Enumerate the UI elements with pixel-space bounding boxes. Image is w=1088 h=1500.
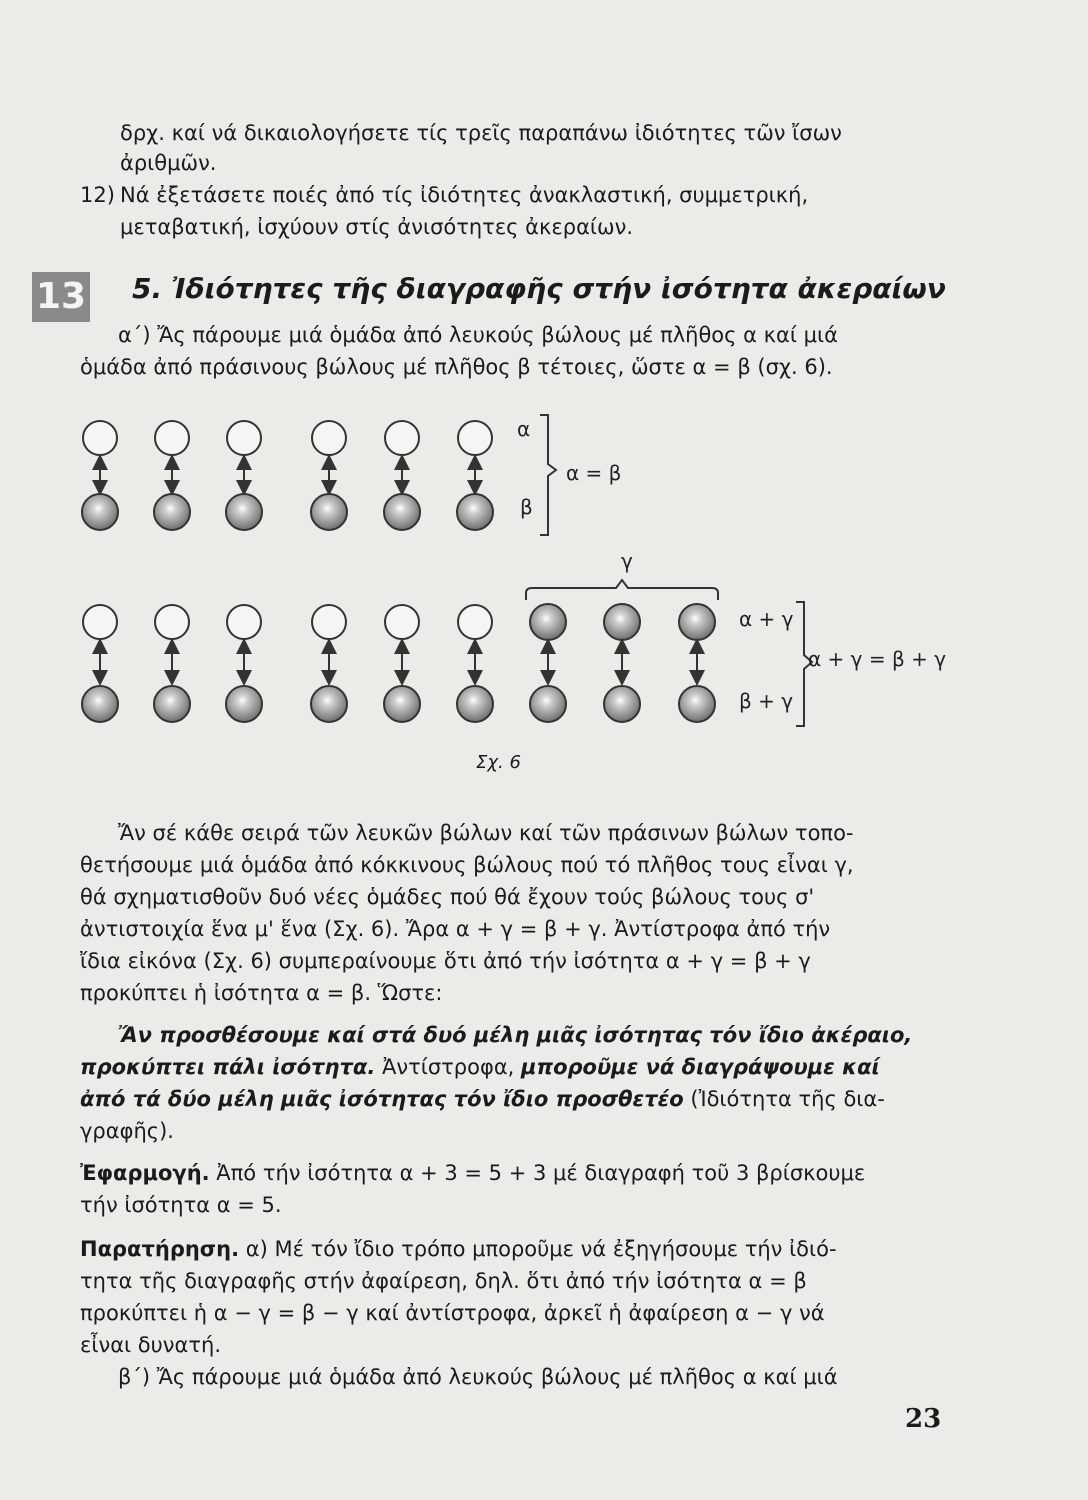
remark-line [80, 1234, 837, 1265]
rule-line: Ἄν προσθέσουμε καί στά δυό μέλη μιᾶς ἰσότητας τόν ἴδιο ἀκέραιο, [118, 1023, 913, 1047]
white-marble [83, 605, 117, 639]
label-b-plus-gamma: β + γ [739, 689, 794, 713]
rule-line: γραφῆς). [80, 1119, 174, 1143]
green-marble [679, 604, 715, 640]
white-marble [227, 421, 261, 455]
label-a: α [517, 417, 531, 441]
body-line: προκύπτει ἡ ἰσότητα α = β. Ὥστε: [80, 981, 443, 1005]
application-line: τήν ἰσότητα α = 5. [80, 1193, 282, 1217]
body-line: ἴδια εἰκόνα (Σχ. 6) συμπεραίνουμε ὅτι ἀπό τήν ἰσότητα α + γ = β + γ [80, 949, 811, 973]
green-marble [384, 686, 420, 722]
green-marble [457, 686, 493, 722]
label-a-equals-b: α = β [566, 461, 622, 485]
white-marble [83, 421, 117, 455]
brace [540, 415, 556, 535]
rule-bold: προκύπτει πάλι ἰσότητα. [80, 1055, 376, 1079]
white-marble [227, 605, 261, 639]
text-line: Νά ἐξετάσετε ποιές ἀπό τίς ἰδιότητες ἀνακλαστική, συμμετρική, [120, 183, 809, 207]
rule-bold: μποροῦμε νά διαγράψουμε καί [521, 1055, 880, 1079]
green-marble [226, 686, 262, 722]
text-line: ἀριθμῶν. [120, 151, 217, 175]
green-marble [530, 604, 566, 640]
remark-line: τητα τῆς διαγραφῆς στήν ἀφαίρεση, δηλ. ὅτι ἀπό τήν ἰσότητα α = β [80, 1269, 807, 1293]
section-badge: 13 [32, 272, 90, 322]
rule-line [80, 1084, 885, 1115]
rule-normal: Ἀντίστροφα, [375, 1055, 522, 1079]
label-b: β [520, 495, 533, 519]
green-marble [226, 494, 262, 530]
green-marble [604, 686, 640, 722]
white-marble [385, 421, 419, 455]
application-text: Ἀπό τήν ἰσότητα α + 3 = 5 + 3 μέ διαγραφή τοῦ 3 βρίσκουμε [209, 1161, 866, 1185]
application-label: Ἐφαρμογή. [80, 1161, 210, 1185]
label-a-plus-gamma: α + γ [739, 607, 794, 631]
exercise-number: 12) [80, 183, 115, 207]
green-marble [82, 494, 118, 530]
green-marble [82, 686, 118, 722]
marbles-figure [0, 390, 1088, 750]
intro-line: ὁμάδα ἀπό πράσινους βώλους μέ πλῆθος β τέτοιες, ὥστε α = β (σχ. 6). [80, 355, 833, 379]
green-marble [154, 686, 190, 722]
body-line: θετήσουμε μιά ὁμάδα ἀπό κόκκινους βώλους πού τό πλῆθος τους εἶναι γ, [80, 853, 854, 877]
rule-bold: ἀπό τά δύο μέλη μιᾶς ἰσότητας τόν ἴδιο προσθετέο [80, 1087, 684, 1111]
body-line: ἀντιστοιχία ἕνα μ' ἕνα (Σχ. 6). Ἄρα α + γ = β + γ. Ἀντίστροφα ἀπό τήν [80, 917, 831, 941]
white-marble [155, 605, 189, 639]
remark-text: α) Μέ τόν ἴδιο τρόπο μποροῦμε νά ἐξηγήσουμε τήν ἰδιό- [239, 1237, 837, 1261]
body-line: θά σχηματισθοῦν δυό νέες ὁμάδες πού θά ἔχουν τούς βώλους τους σ' [80, 885, 815, 909]
white-marble [155, 421, 189, 455]
label-gamma: γ [621, 549, 633, 573]
green-marble [311, 686, 347, 722]
text-line: δρχ. καί νά δικαιολογήσετε τίς τρεῖς παραπάνω ἰδιότητες τῶν ἴσων [120, 121, 842, 145]
green-marble [311, 494, 347, 530]
white-marble [312, 605, 346, 639]
figure-caption: Σχ. 6 [476, 752, 521, 773]
gamma-brace [526, 580, 718, 600]
green-marble [457, 494, 493, 530]
section-title: 5. Ἰδιότητες τῆς διαγραφῆς στήν ἰσότητα ἀκεραίων [132, 272, 946, 305]
white-marble [312, 421, 346, 455]
body-line: Ἄν σέ κάθε σειρά τῶν λευκῶν βώλων καί τῶν πράσινων βώλων τοπο- [118, 821, 854, 845]
white-marble [458, 421, 492, 455]
green-marble [604, 604, 640, 640]
rule-line [80, 1052, 880, 1083]
application-line [80, 1158, 865, 1189]
green-marble [154, 494, 190, 530]
text-line: μεταβατική, ἰσχύουν στίς ἀνισότητες ἀκεραίων. [120, 215, 634, 239]
white-marble [458, 605, 492, 639]
remark-label: Παρατήρηση. [80, 1237, 240, 1261]
page-number: 23 [905, 1404, 942, 1434]
green-marble [384, 494, 420, 530]
remark-line: εἶναι δυνατή. [80, 1333, 222, 1357]
green-marble [530, 686, 566, 722]
intro-line: α΄) Ἄς πάρουμε μιά ὁμάδα ἀπό λευκούς βώλους μέ πλῆθος α καί μιά [118, 323, 838, 347]
rule-normal: (Ἰδιότητα τῆς δια- [683, 1087, 885, 1111]
remark-line: προκύπτει ἡ α − γ = β − γ καί ἀντίστροφα, ἀρκεῖ ἡ ἀφαίρεση α − γ νά [80, 1301, 825, 1325]
label-equation: α + γ = β + γ [808, 647, 947, 671]
green-marble [679, 686, 715, 722]
white-marble [385, 605, 419, 639]
body-line: β΄) Ἄς πάρουμε μιά ὁμάδα ἀπό λευκούς βώλους μέ πλῆθος α καί μιά [118, 1365, 838, 1389]
